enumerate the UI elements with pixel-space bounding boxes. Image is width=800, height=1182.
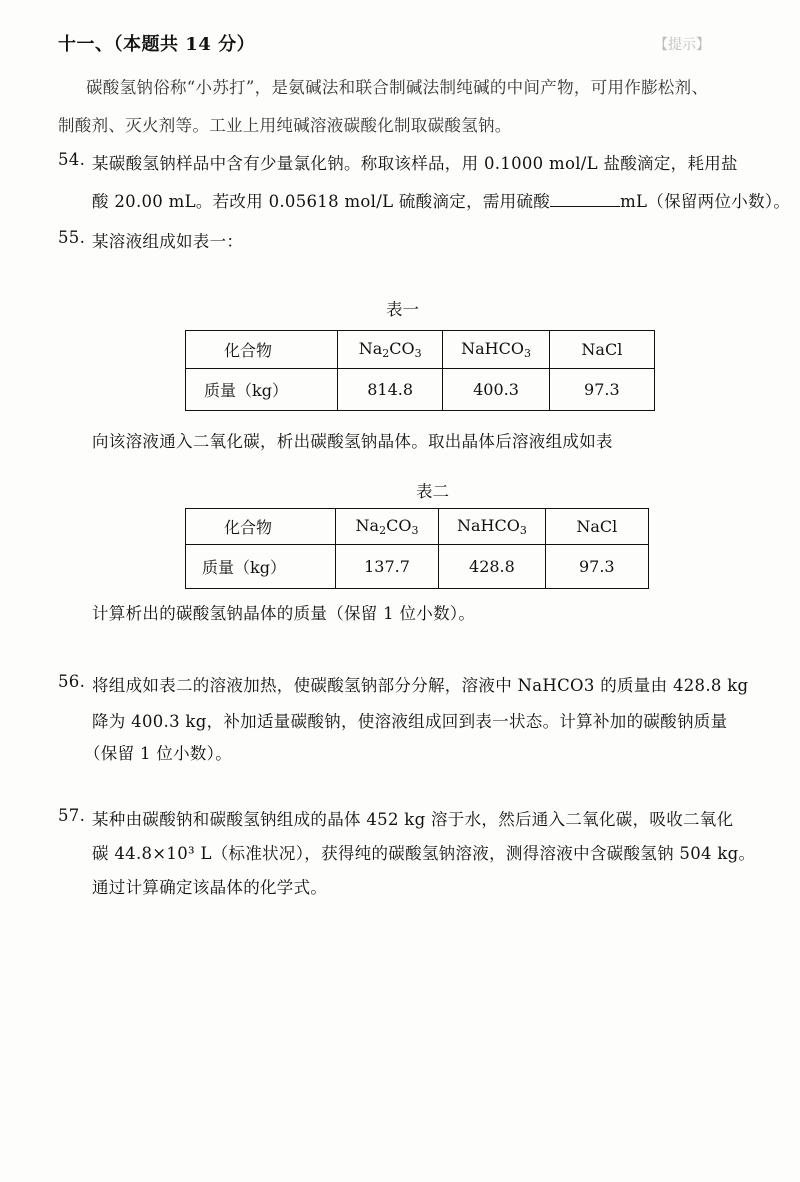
q54-line-2-text: 酸 20.00 mL。若改用 0.05618 mol/L 硫酸滴定，需用硫酸 (92, 192, 551, 211)
table2-caption: 表二 (416, 482, 449, 501)
table2-col-nahco3: NaHCO$_3$ (439, 509, 545, 545)
table2-col-nacl: NaCl (545, 509, 648, 545)
table1-col-nacl: NaCl (549, 331, 654, 369)
table2-value-nacl: 97.3 (545, 545, 648, 589)
q54-line-1: 某碳酸氢钠样品中含有少量氯化钠。称取该样品，用 0.1000 mol/L 盐酸滴定，耗用盐 (92, 154, 738, 173)
intro-line-1: 碳酸氢钠俗称“小苏打”，是氨碱法和联合制碱法制纯碱的中间产物，可用作膨松剂、 (86, 78, 709, 97)
table2-value-nahco3: 428.8 (439, 545, 545, 589)
q56-number: 56. (58, 672, 86, 691)
q55-last-line: 计算析出的碳酸氢钠晶体的质量（保留 1 位小数）。 (92, 604, 476, 623)
table1-col-na2co3: $Na_2CO_3$ (337, 331, 442, 369)
q56-line-1: 将组成如表二的溶液加热，使碳酸氢钠部分分解，溶液中 NaHCO3 的质量由 428.8 kg (92, 676, 749, 695)
q56-line-3: （保留 1 位小数）。 (84, 744, 233, 763)
table1-caption: 表一 (386, 300, 419, 319)
q54-answer-blank[interactable] (550, 192, 620, 207)
table1-col-nahco3: NaHCO$_3$ (443, 331, 549, 369)
q57-line-1: 某种由碳酸钠和碳酸氢钠组成的晶体 452 kg 溶于水，然后通入二氧化碳，吸收二氧化 (92, 810, 734, 829)
table2-header-label: 化合物 (186, 509, 336, 545)
intro-line-2: 制酸剂、灭火剂等。工业上用纯碱溶液碳酸化制取碳酸氢钠。 (58, 116, 512, 135)
q54-line-2 (92, 188, 790, 212)
q54-number: 54. (58, 150, 86, 169)
table1-value-nahco3: 400.3 (443, 369, 549, 411)
table1-value-na2co3: 814.8 (337, 369, 442, 411)
table1-value-nacl: 97.3 (549, 369, 654, 411)
table2-col-na2co3: $Na_2CO_3$ (335, 509, 439, 545)
q55-number: 55. (58, 228, 86, 247)
q57-number: 57. (58, 806, 86, 825)
table2-value-na2co3: 137.7 (335, 545, 439, 589)
q55-middle-line: 向该溶液通入二氧化碳，析出碳酸氢钠晶体。取出晶体后溶液组成如表 (92, 432, 613, 451)
q54-line-2-unit: mL（保留两位小数）。 (620, 192, 791, 211)
table-2 (185, 508, 649, 589)
table2-row-label: 质量（kg） (186, 545, 336, 589)
q57-line-2: 碳 44.8×10³ L（标准状况），获得纯的碳酸氢钠溶液，测得溶液中含碳酸氢钠 504 kg。 (92, 844, 756, 863)
q56-line-2: 降为 400.3 kg，补加适量碳酸钠，使溶液组成回到表一状态。计算补加的碳酸钠质量 (92, 712, 728, 731)
table1-row-label: 质量（kg） (186, 369, 338, 411)
corner-stamp: 【提示】 (654, 37, 710, 53)
q57-line-3: 通过计算确定该晶体的化学式。 (92, 878, 328, 897)
table1-header-label: 化合物 (186, 331, 338, 369)
q55-line-1: 某溶液组成如表一： (92, 232, 244, 251)
table-1 (185, 330, 655, 411)
section-title: 十一、（本题共 14 分） (58, 34, 256, 55)
